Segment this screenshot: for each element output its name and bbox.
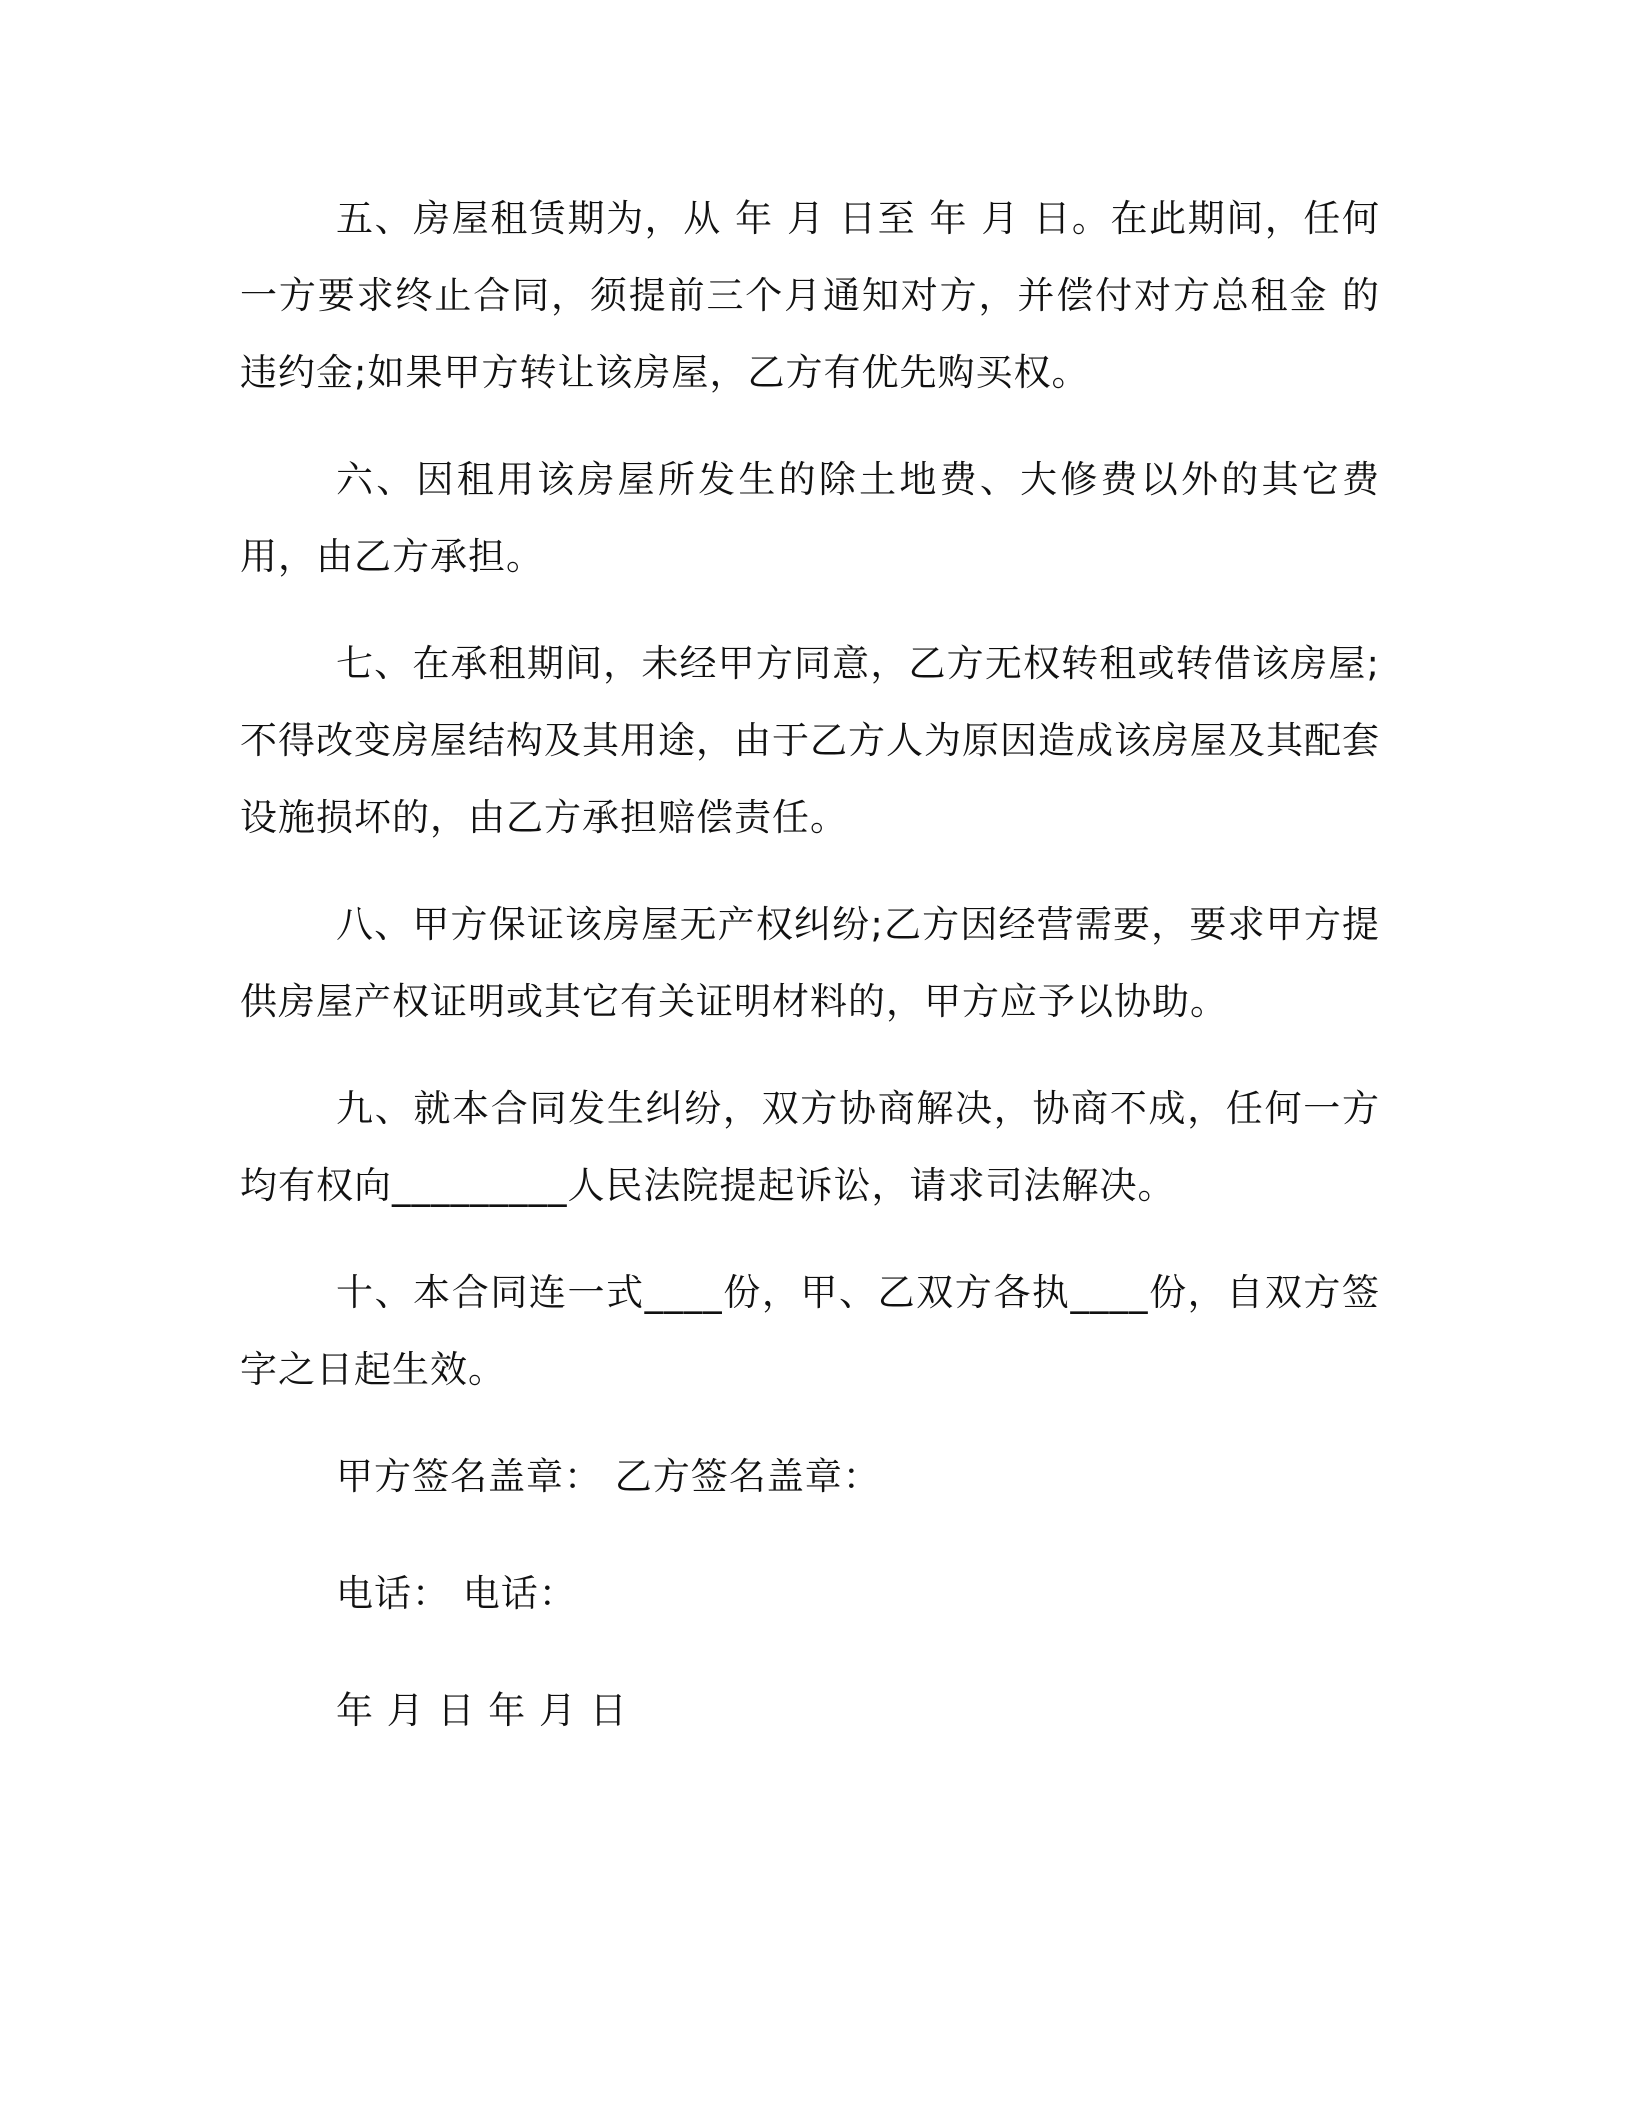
clause-eight: 八、甲方保证该房屋无产权纠纷;乙方因经营需要，要求甲方提供房屋产权证明或其它有关证明材料的，甲方应予以协助。 <box>240 903 1380 1023</box>
clause-nine: 九、就本合同发生纠纷，双方协商解决，协商不成，任何一方均有权向_________人民法院提起诉讼，请求司法解决。 <box>240 1087 1380 1207</box>
clause-six: 六、因租用该房屋所发生的除土地费、大修费以外的其它费用，由乙方承担。 <box>240 458 1380 578</box>
document-body <box>240 180 1380 1789</box>
clause-seven: 七、在承租期间，未经甲方同意，乙方无权转租或转借该房屋;不得改变房屋结构及其用途，由于乙方人为原因造成该房屋及其配套设施损坏的，由乙方承担赔偿责任。 <box>240 642 1380 839</box>
signature-date-line: 年 月 日 年 月 日 <box>336 1689 628 1732</box>
signature-phone-line: 电话： 电话： <box>336 1572 577 1615</box>
signature-seal-line: 甲方签名盖章： 乙方签名盖章： <box>336 1455 881 1498</box>
clause-ten: 十、本合同连一式____份，甲、乙双方各执____份，自双方签字之日起生效。 <box>240 1271 1380 1391</box>
clause-five: 五、房屋租赁期为，从 年 月 日至 年 月 日。在此期间，任何一方要求终止合同，须提前三个月通知对方，并偿付对方总租金 的违约金;如果甲方转让该房屋，乙方有优先购买权。 <box>240 197 1380 394</box>
